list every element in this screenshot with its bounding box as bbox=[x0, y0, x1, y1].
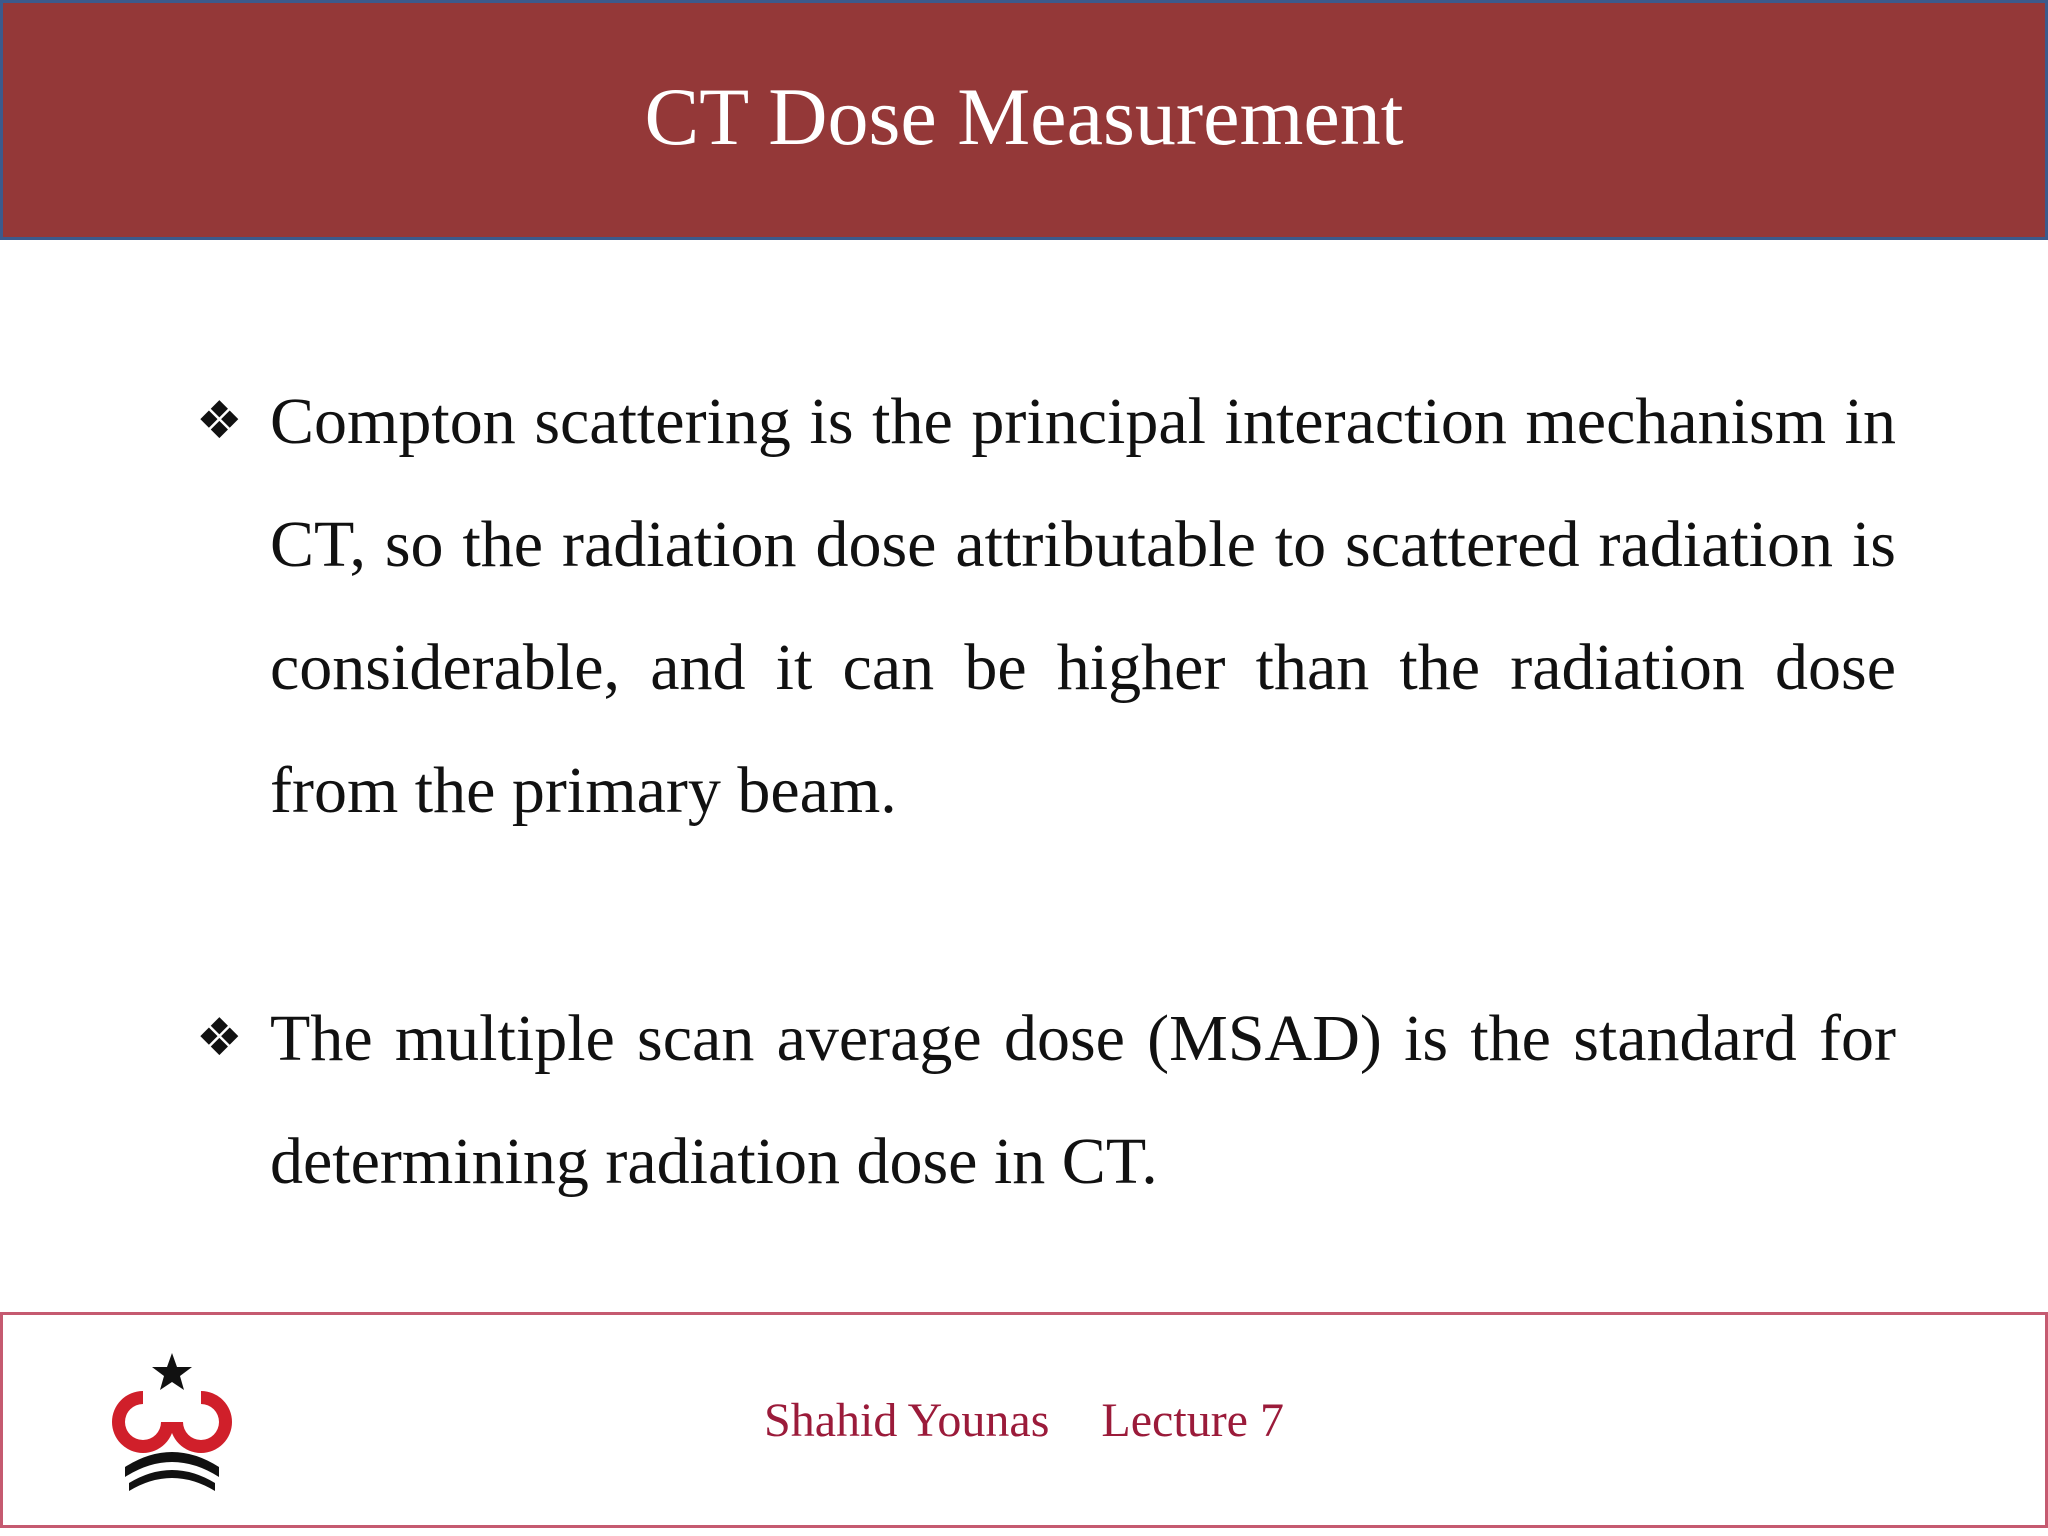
slide-footer bbox=[0, 1312, 2048, 1528]
bullet-diamond-icon: ❖ bbox=[196, 1008, 243, 1068]
slide-title: CT Dose Measurement bbox=[644, 71, 1404, 162]
bullet-text: The multiple scan average dose (MSAD) is the standard for determining radiation dose in CT. bbox=[270, 1002, 1896, 1198]
slide-content bbox=[196, 360, 1896, 1223]
bullet-text: Compton scattering is the principal interaction mechanism in CT, so the radiation dose attributable to scattered radiation is considerable, and it can be higher than the radiation dose from the primary beam. bbox=[270, 385, 1896, 827]
bullet-item bbox=[196, 977, 1896, 1223]
bullet-diamond-icon: ❖ bbox=[196, 391, 243, 451]
footer-credits bbox=[3, 1394, 2045, 1447]
footer-author: Shahid Younas bbox=[764, 1394, 1050, 1447]
bullet-item bbox=[196, 360, 1896, 852]
slide-header bbox=[0, 0, 2048, 240]
footer-lecture: Lecture 7 bbox=[1101, 1394, 1284, 1447]
